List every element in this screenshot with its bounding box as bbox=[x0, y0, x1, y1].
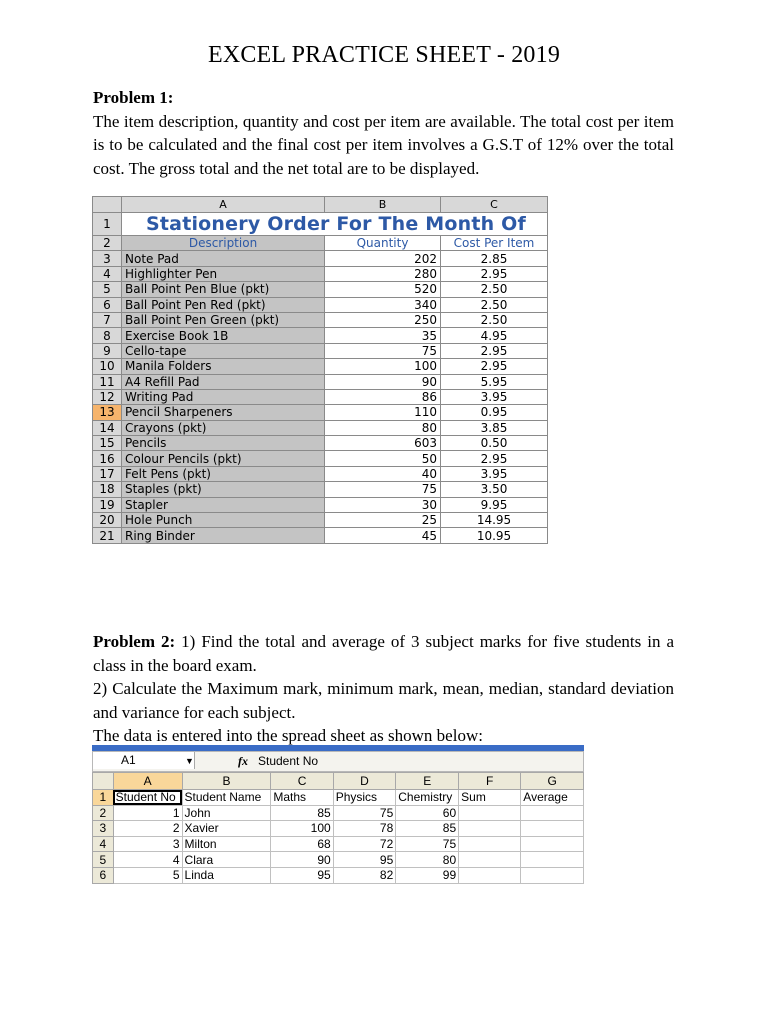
quantity-cell[interactable]: 30 bbox=[325, 497, 441, 512]
row-header[interactable]: 5 bbox=[93, 852, 114, 868]
row-header[interactable]: 16 bbox=[93, 451, 122, 466]
cost-cell[interactable]: 2.95 bbox=[441, 451, 548, 466]
student-no-cell[interactable]: 1 bbox=[113, 805, 182, 821]
quantity-cell[interactable]: 86 bbox=[325, 389, 441, 404]
table-row bbox=[93, 805, 584, 821]
quantity-cell[interactable]: 90 bbox=[325, 374, 441, 389]
table-row bbox=[93, 420, 548, 435]
student-name-cell[interactable]: Xavier bbox=[182, 821, 271, 837]
chemistry-cell[interactable]: 75 bbox=[396, 836, 459, 852]
chemistry-cell[interactable]: 60 bbox=[396, 805, 459, 821]
row-header[interactable]: 3 bbox=[93, 251, 122, 266]
quantity-cell[interactable]: 40 bbox=[325, 466, 441, 481]
cost-cell[interactable]: 2.50 bbox=[441, 297, 548, 312]
description-cell[interactable]: Pencils bbox=[122, 436, 325, 451]
table-row bbox=[93, 359, 548, 374]
column-header-a[interactable]: A bbox=[122, 197, 325, 213]
sum-header-cell[interactable]: Sum bbox=[459, 790, 521, 806]
formula-input[interactable]: Student No bbox=[258, 754, 319, 768]
column-header-row bbox=[93, 773, 584, 790]
description-cell[interactable]: Colour Pencils (pkt) bbox=[122, 451, 325, 466]
chemistry-header-cell[interactable]: Chemistry bbox=[396, 790, 459, 806]
table-row bbox=[93, 343, 548, 358]
problem2-text-3: The data is entered into the spread sheet as shown below: bbox=[93, 726, 483, 745]
table-row bbox=[93, 312, 548, 327]
column-header-g[interactable]: G bbox=[521, 773, 584, 790]
student-name-header-cell[interactable]: Student Name bbox=[182, 790, 271, 806]
table-row bbox=[93, 251, 548, 266]
quantity-header-cell[interactable]: Quantity bbox=[325, 236, 441, 251]
description-cell[interactable]: Staples (pkt) bbox=[122, 482, 325, 497]
student-name-cell[interactable]: Linda bbox=[182, 867, 271, 883]
stationery-grid bbox=[92, 196, 548, 544]
corner-cell[interactable] bbox=[93, 773, 114, 790]
description-cell[interactable]: Ball Point Pen Red (pkt) bbox=[122, 297, 325, 312]
column-header-c[interactable]: C bbox=[271, 773, 333, 790]
cost-cell[interactable]: 3.95 bbox=[441, 389, 548, 404]
chevron-down-icon[interactable]: ▼ bbox=[185, 756, 194, 766]
table-row bbox=[93, 451, 548, 466]
maths-cell[interactable]: 85 bbox=[271, 805, 333, 821]
student-no-cell[interactable]: 4 bbox=[113, 852, 182, 868]
sum-cell[interactable] bbox=[459, 867, 521, 883]
cost-cell[interactable]: 2.95 bbox=[441, 359, 548, 374]
description-cell[interactable]: Manila Folders bbox=[122, 359, 325, 374]
quantity-cell[interactable]: 280 bbox=[325, 266, 441, 281]
average-cell[interactable] bbox=[521, 852, 584, 868]
row-header-2[interactable]: 2 bbox=[93, 236, 122, 251]
column-header-row bbox=[93, 197, 548, 213]
column-header-f[interactable]: F bbox=[459, 773, 521, 790]
marks-spreadsheet bbox=[92, 745, 584, 881]
cost-cell[interactable]: 2.85 bbox=[441, 251, 548, 266]
row-header[interactable]: 8 bbox=[93, 328, 122, 343]
description-cell[interactable]: Highlighter Pen bbox=[122, 266, 325, 281]
formula-bar bbox=[92, 751, 584, 772]
column-header-a[interactable]: A bbox=[113, 773, 182, 790]
stationery-spreadsheet bbox=[92, 196, 554, 546]
row-header[interactable]: 4 bbox=[93, 266, 122, 281]
column-header-e[interactable]: E bbox=[396, 773, 459, 790]
description-cell[interactable]: Cello-tape bbox=[122, 343, 325, 358]
maths-cell[interactable]: 68 bbox=[271, 836, 333, 852]
quantity-cell[interactable]: 45 bbox=[325, 528, 441, 543]
row-header[interactable]: 15 bbox=[93, 436, 122, 451]
table-row bbox=[93, 297, 548, 312]
row-header[interactable]: 10 bbox=[93, 359, 122, 374]
problem1-text: The item description, quantity and cost per item are available. The total cost per item is to be calculated and the final cost per item involves a G.S.T of 12% over the total cost. The gross total and the net total are to be displayed. bbox=[93, 111, 674, 178]
table-row bbox=[93, 466, 548, 481]
chemistry-cell[interactable]: 85 bbox=[396, 821, 459, 837]
row-header[interactable]: 13 bbox=[93, 405, 122, 420]
row-header[interactable]: 6 bbox=[93, 297, 122, 312]
description-header-cell[interactable]: Description bbox=[122, 236, 325, 251]
row-header[interactable]: 3 bbox=[93, 821, 114, 837]
row-header[interactable]: 9 bbox=[93, 343, 122, 358]
cost-cell[interactable]: 4.95 bbox=[441, 328, 548, 343]
quantity-cell[interactable]: 100 bbox=[325, 359, 441, 374]
cost-cell[interactable]: 9.95 bbox=[441, 497, 548, 512]
student-name-cell[interactable]: John bbox=[182, 805, 271, 821]
title-row bbox=[93, 213, 548, 236]
description-cell[interactable]: Felt Pens (pkt) bbox=[122, 466, 325, 481]
average-cell[interactable] bbox=[521, 805, 584, 821]
chemistry-cell[interactable]: 80 bbox=[396, 852, 459, 868]
description-cell[interactable]: Ring Binder bbox=[122, 528, 325, 543]
average-header-cell[interactable]: Average bbox=[521, 790, 584, 806]
problem1-heading: Problem 1: bbox=[93, 88, 174, 107]
problem2-heading: Problem 2: bbox=[93, 632, 176, 651]
problem2-text-1: 1) Find the total and average of 3 subject marks for five students in a class in the board exam. bbox=[93, 632, 674, 675]
column-header-b[interactable]: B bbox=[182, 773, 271, 790]
column-header-b[interactable]: B bbox=[325, 197, 441, 213]
average-cell[interactable] bbox=[521, 867, 584, 883]
row-header-1[interactable]: 1 bbox=[93, 790, 114, 806]
row-header-1[interactable]: 1 bbox=[93, 213, 122, 236]
cost-cell[interactable]: 0.50 bbox=[441, 436, 548, 451]
cost-cell[interactable]: 0.95 bbox=[441, 405, 548, 420]
student-name-cell[interactable]: Milton bbox=[182, 836, 271, 852]
quantity-cell[interactable]: 250 bbox=[325, 312, 441, 327]
row-header[interactable]: 2 bbox=[93, 805, 114, 821]
sum-cell[interactable] bbox=[459, 836, 521, 852]
description-cell[interactable]: Pencil Sharpeners bbox=[122, 405, 325, 420]
description-cell[interactable]: Stapler bbox=[122, 497, 325, 512]
physics-cell[interactable]: 78 bbox=[333, 821, 396, 837]
table-row bbox=[93, 497, 548, 512]
corner-cell[interactable] bbox=[93, 197, 122, 213]
sheet-title-cell[interactable]: Stationery Order For The Month Of bbox=[122, 213, 548, 236]
chemistry-cell[interactable]: 99 bbox=[396, 867, 459, 883]
table-row bbox=[93, 852, 584, 868]
cost-cell[interactable]: 14.95 bbox=[441, 513, 548, 528]
maths-cell[interactable]: 100 bbox=[271, 821, 333, 837]
maths-cell[interactable]: 95 bbox=[271, 867, 333, 883]
table-row bbox=[93, 328, 548, 343]
row-header[interactable]: 12 bbox=[93, 389, 122, 404]
description-cell[interactable]: Crayons (pkt) bbox=[122, 420, 325, 435]
description-cell[interactable]: Ball Point Pen Blue (pkt) bbox=[122, 282, 325, 297]
physics-cell[interactable]: 95 bbox=[333, 852, 396, 868]
cost-cell[interactable]: 3.85 bbox=[441, 420, 548, 435]
quantity-cell[interactable]: 35 bbox=[325, 328, 441, 343]
row-header[interactable]: 4 bbox=[93, 836, 114, 852]
table-row bbox=[93, 482, 548, 497]
row-header[interactable]: 20 bbox=[93, 513, 122, 528]
table-row bbox=[93, 389, 548, 404]
column-header-d[interactable]: D bbox=[333, 773, 396, 790]
quantity-cell[interactable]: 520 bbox=[325, 282, 441, 297]
problem2-paragraph bbox=[93, 630, 674, 748]
table-row bbox=[93, 513, 548, 528]
quantity-cell[interactable]: 50 bbox=[325, 451, 441, 466]
description-cell[interactable]: A4 Refill Pad bbox=[122, 374, 325, 389]
name-box[interactable]: A1 bbox=[93, 752, 195, 769]
quantity-cell[interactable]: 110 bbox=[325, 405, 441, 420]
description-cell[interactable]: Exercise Book 1B bbox=[122, 328, 325, 343]
cost-cell[interactable]: 2.50 bbox=[441, 312, 548, 327]
problem1-paragraph bbox=[93, 86, 674, 180]
student-no-cell[interactable]: 3 bbox=[113, 836, 182, 852]
row-header[interactable]: 17 bbox=[93, 466, 122, 481]
row-header[interactable]: 21 bbox=[93, 528, 122, 543]
table-row bbox=[93, 266, 548, 281]
row-header[interactable]: 5 bbox=[93, 282, 122, 297]
quantity-cell[interactable]: 25 bbox=[325, 513, 441, 528]
quantity-cell[interactable]: 80 bbox=[325, 420, 441, 435]
cost-header-cell[interactable]: Cost Per Item bbox=[441, 236, 548, 251]
row-header[interactable]: 14 bbox=[93, 420, 122, 435]
row-header[interactable]: 11 bbox=[93, 374, 122, 389]
table-row bbox=[93, 436, 548, 451]
student-no-cell[interactable]: 5 bbox=[113, 867, 182, 883]
marks-grid bbox=[92, 772, 584, 884]
student-no-cell[interactable]: 2 bbox=[113, 821, 182, 837]
row-header[interactable]: 6 bbox=[93, 867, 114, 883]
cost-cell[interactable]: 2.95 bbox=[441, 343, 548, 358]
cost-cell[interactable]: 2.50 bbox=[441, 282, 548, 297]
cost-cell[interactable]: 5.95 bbox=[441, 374, 548, 389]
quantity-cell[interactable]: 603 bbox=[325, 436, 441, 451]
cost-cell[interactable]: 10.95 bbox=[441, 528, 548, 543]
table-row bbox=[93, 867, 584, 883]
maths-header-cell[interactable]: Maths bbox=[271, 790, 333, 806]
physics-cell[interactable]: 82 bbox=[333, 867, 396, 883]
row-header[interactable]: 7 bbox=[93, 312, 122, 327]
row-header[interactable]: 19 bbox=[93, 497, 122, 512]
quantity-cell[interactable]: 202 bbox=[325, 251, 441, 266]
document-title: EXCEL PRACTICE SHEET - 2019 bbox=[207, 42, 561, 68]
table-row bbox=[93, 528, 548, 543]
average-cell[interactable] bbox=[521, 821, 584, 837]
header-row bbox=[93, 236, 548, 251]
sum-cell[interactable] bbox=[459, 805, 521, 821]
function-icon[interactable]: fx bbox=[238, 754, 248, 768]
table-row bbox=[93, 282, 548, 297]
physics-cell[interactable]: 72 bbox=[333, 836, 396, 852]
description-cell[interactable]: Hole Punch bbox=[122, 513, 325, 528]
cost-cell[interactable]: 3.50 bbox=[441, 482, 548, 497]
problem2-text-2: 2) Calculate the Maximum mark, minimum mark, mean, median, standard deviation and variance for each subject. bbox=[93, 679, 674, 722]
student-no-header-cell[interactable]: Student No bbox=[113, 790, 182, 806]
physics-cell[interactable]: 75 bbox=[333, 805, 396, 821]
header-row bbox=[93, 790, 584, 806]
cost-cell[interactable]: 2.95 bbox=[441, 266, 548, 281]
table-row bbox=[93, 821, 584, 837]
cost-cell[interactable]: 3.95 bbox=[441, 466, 548, 481]
quantity-cell[interactable]: 340 bbox=[325, 297, 441, 312]
average-cell[interactable] bbox=[521, 836, 584, 852]
description-cell[interactable]: Writing Pad bbox=[122, 389, 325, 404]
sum-cell[interactable] bbox=[459, 821, 521, 837]
table-row bbox=[93, 405, 548, 420]
table-row bbox=[93, 836, 584, 852]
physics-header-cell[interactable]: Physics bbox=[333, 790, 396, 806]
row-header[interactable]: 18 bbox=[93, 482, 122, 497]
description-cell[interactable]: Note Pad bbox=[122, 251, 325, 266]
maths-cell[interactable]: 90 bbox=[271, 852, 333, 868]
column-header-c[interactable]: C bbox=[441, 197, 548, 213]
description-cell[interactable]: Ball Point Pen Green (pkt) bbox=[122, 312, 325, 327]
quantity-cell[interactable]: 75 bbox=[325, 482, 441, 497]
table-row bbox=[93, 374, 548, 389]
quantity-cell[interactable]: 75 bbox=[325, 343, 441, 358]
sum-cell[interactable] bbox=[459, 852, 521, 868]
student-name-cell[interactable]: Clara bbox=[182, 852, 271, 868]
